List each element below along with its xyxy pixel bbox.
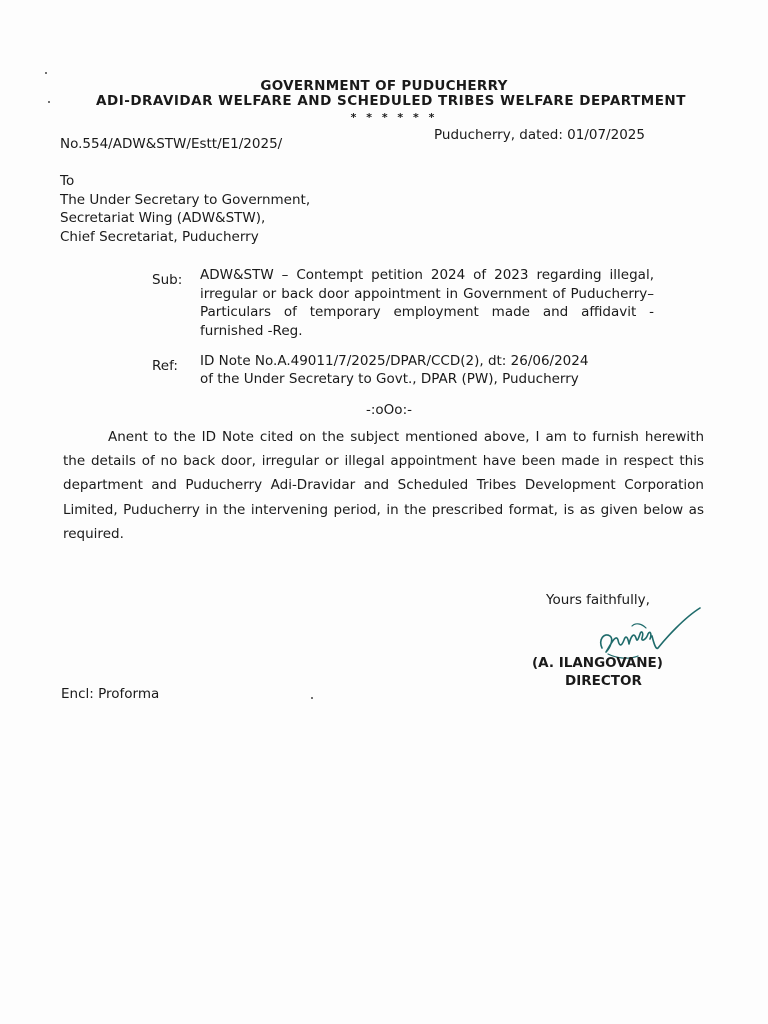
recipient-to: To (60, 173, 75, 189)
scan-speck (45, 72, 47, 74)
reference-number: No.554/ADW&STW/Estt/E1/2025/ (60, 136, 283, 152)
body-paragraph: Anent to the ID Note cited on the subject mentioned above, I am to furnish herewith the details of no back door, irregular or illegal appointment have been made in respect this department and Puducherry Adi-Dravidar and Scheduled Tribes Development Corporation Limited, Puducherry in the intervening period, in the prescribed format, is as given below as required. (63, 429, 704, 542)
enclosure-note: Encl: Proforma (61, 686, 160, 702)
reference-line-2: of the Under Secretary to Govt., DPAR (PW), Puducherry (200, 371, 579, 387)
recipient-line-3: Chief Secretariat, Puducherry (60, 228, 259, 245)
signatory-name: (A. ILANGOVANE) (532, 655, 663, 671)
letterhead-department: ADI-DRAVIDAR WELFARE AND SCHEDULED TRIBES WELFARE DEPARTMENT (96, 93, 686, 109)
recipient-address (60, 172, 310, 246)
letterhead-government: GOVERNMENT OF PUDUCHERRY (260, 78, 508, 94)
subject-label: Sub: (152, 272, 183, 288)
recipient-line-1: The Under Secretary to Government, (60, 191, 311, 208)
reference-label: Ref: (152, 358, 178, 374)
reference-line-1: ID Note No.A.49011/7/2025/DPAR/CCD(2), dt: 26/06/2024 (200, 353, 589, 369)
scan-speck (311, 697, 313, 699)
closing-salutation: Yours faithfully, (546, 592, 650, 608)
subject-text: ADW&STW – Contempt petition 2024 of 2023 regarding illegal, irregular or back door appointment in Government of Puducherry– Particulars of temporary employment made and affidavit - furnished -Reg. (200, 267, 654, 339)
date-line: Puducherry, dated: 01/07/2025 (434, 127, 645, 143)
recipient-line-2: Secretariat Wing (ADW&STW), (60, 210, 266, 227)
section-divider: -:oOo:- (366, 402, 412, 418)
signatory-title: DIRECTOR (565, 673, 642, 689)
reference-text (200, 352, 588, 388)
letterhead-stars: * * * * * * (350, 111, 438, 124)
